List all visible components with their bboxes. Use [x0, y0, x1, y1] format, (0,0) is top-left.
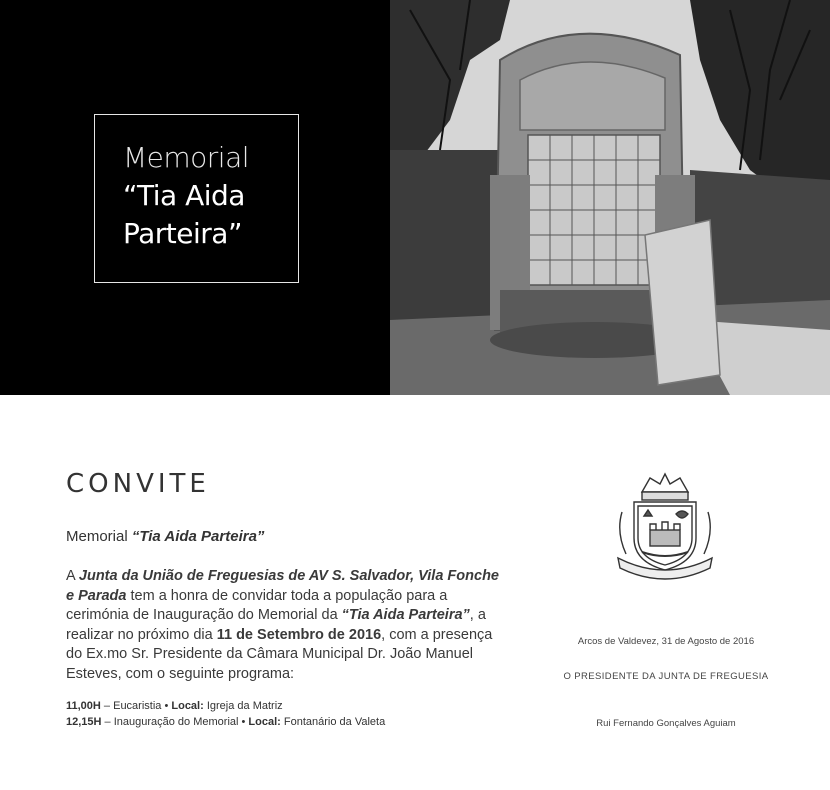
- paragraph-part-d: , com a presença do Ex.mo Sr. Presidente da Câmara Municipal Dr. João Manuel Esteves, com o seguinte programa:: [66, 626, 493, 682]
- program-event: – Eucaristia •: [100, 700, 172, 712]
- program-location-label: Local:: [248, 716, 281, 728]
- program-time: 11,00H: [66, 700, 101, 712]
- program-event: – Inauguração do Memorial •: [101, 716, 249, 728]
- program-location-label: Local:: [171, 700, 204, 712]
- place-date: Arcos de Valdevez, 31 de Agosto de 2016: [577, 636, 755, 647]
- junta-name: Junta da União de Freguesias de AV S. Salvador, Vila Fonche e Parada: [66, 568, 499, 604]
- memorial-name-inline: “Tia Aida Parteira”: [341, 607, 470, 623]
- memorial-line: [66, 528, 264, 545]
- hero-title-line2: “Tia Aida: [123, 179, 245, 212]
- signatory-role: O PRESIDENTE DA JUNTA DE FREGUESIA: [563, 671, 769, 682]
- signatory-name: Rui Fernando Gonçalves Aguiam: [596, 718, 736, 729]
- invite-heading: CONVITE: [66, 469, 210, 499]
- hero-panel: [0, 0, 390, 395]
- hero-title-line1: Memorial: [123, 141, 250, 174]
- program-item: [66, 700, 283, 712]
- hero-title-line3: Parteira”: [123, 217, 242, 250]
- paragraph-part-c: , a realizar no próximo dia: [66, 607, 486, 643]
- program-item: [66, 716, 385, 728]
- memorial-prefix: Memorial: [66, 528, 132, 545]
- program-time: 12,15H: [66, 716, 102, 728]
- invitation-paragraph: [66, 567, 506, 684]
- paragraph-part-b: tem a honra de convidar toda a população para a cerimónia de Inauguração do Memorial da: [66, 587, 448, 623]
- fountain-photo: [390, 0, 830, 395]
- title-frame: [94, 114, 299, 283]
- coat-of-arms-logo: [612, 472, 718, 582]
- program-location: Fontanário da Valeta: [280, 716, 386, 728]
- paragraph-part-a: A: [66, 568, 79, 584]
- event-date: 11 de Setembro de 2016: [216, 626, 382, 643]
- program-location: Igreja da Matriz: [203, 700, 283, 712]
- memorial-name: “Tia Aida Parteira”: [131, 528, 265, 545]
